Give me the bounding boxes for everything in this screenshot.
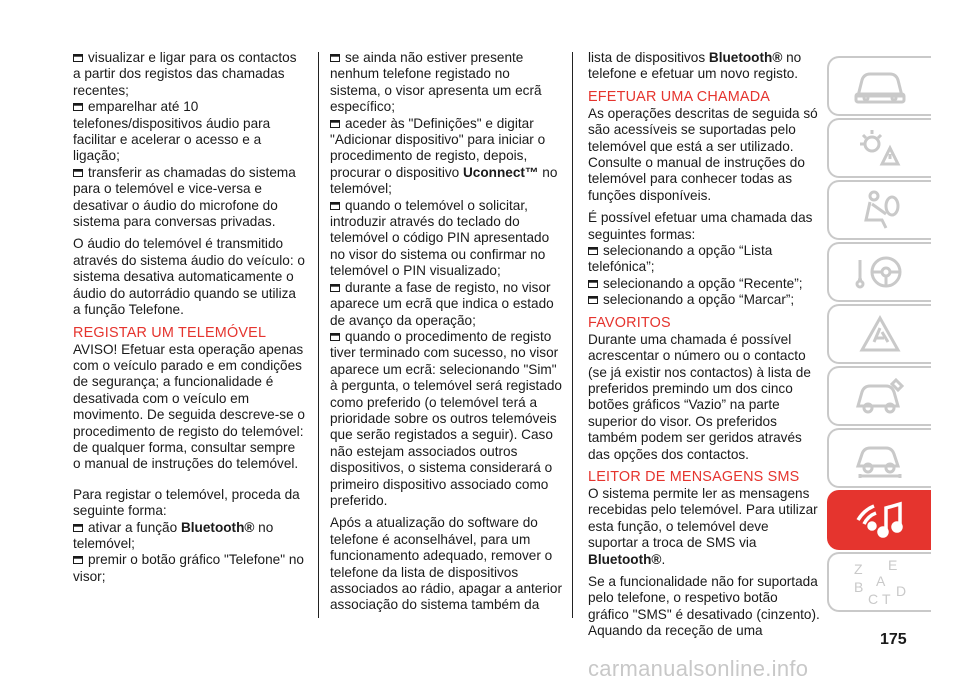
list-item — [330, 50, 562, 66]
bluetooth-term: Bluetooth® — [180, 519, 255, 535]
list-item — [73, 552, 305, 568]
paragraph-text: . — [661, 551, 666, 567]
section-heading: REGISTAR UM TELEMÓVEL — [73, 324, 267, 341]
tab-warning-lights[interactable] — [827, 118, 931, 178]
bullet-icon — [588, 296, 598, 304]
list-item-text: no telemóvel; — [330, 164, 558, 197]
list-item-text: premir o botão gráfico "Telefone" no — [88, 552, 304, 568]
watermark: carmanualsonline.info — [588, 656, 809, 681]
chapter-tabs — [827, 56, 933, 614]
paragraph: É possível efetuar uma chamada das seguintes formas: — [588, 210, 813, 242]
bullet-icon — [73, 103, 83, 111]
svg-text:B: B — [854, 579, 864, 595]
page-number: 175 — [880, 631, 907, 648]
list-item-text: aceder às "Definições" e digitar — [345, 115, 534, 131]
list-item — [588, 243, 820, 259]
list-item-text: selecionando a opção “Recente”; — [603, 275, 803, 291]
list-item-continuation — [330, 132, 562, 198]
text-column-3 — [588, 50, 820, 640]
list-item-continuation: para o telemóvel e vice-versa e desativar o áudio do microfone do sistema para conversas privadas. — [73, 181, 278, 230]
text-column-1 — [73, 50, 305, 585]
bluetooth-term: Bluetooth® — [708, 50, 783, 65]
car-specs-icon — [852, 436, 908, 480]
list-item-continuation: nenhum telefone registado no sistema, o visor apresenta um ecrã específico; — [330, 66, 542, 115]
uconnect-term: Uconnect™ — [462, 164, 539, 180]
svg-text:A: A — [876, 573, 886, 589]
list-item-continuation: introduzir através do teclado do telemóvel o código PIN apresentado no visor do sistema ou confirmar no telemóvel o PIN visualizado; — [330, 214, 550, 279]
svg-text:E: E — [888, 558, 898, 573]
list-item — [73, 165, 305, 181]
seat-airbag-icon — [852, 188, 908, 232]
section-heading: FAVORITOS — [588, 314, 671, 331]
road-warning-icon — [852, 312, 908, 356]
bullet-icon — [588, 280, 598, 288]
bullet-icon — [73, 54, 83, 62]
paragraph: Durante uma chamada é possível acrescentar o número ou o contacto (se já existir nos contactos) à lista de preferidos premindo um dos cinco botões gráficos “Vazio” na parte superior do visor. Os preferidos também podem ser geridos através das opções dos contactos. — [588, 331, 811, 462]
multimedia-icon — [850, 496, 910, 544]
column-divider — [572, 52, 573, 618]
list-item — [73, 50, 305, 66]
bullet-icon — [588, 247, 598, 255]
list-item-text: visualizar e ligar para os contactos — [88, 50, 297, 65]
tab-road-warning[interactable] — [827, 304, 931, 364]
bullet-icon — [73, 524, 83, 532]
tab-index[interactable] — [827, 552, 931, 612]
section-heading: EFETUAR UMA CHAMADA — [588, 88, 771, 105]
list-item — [330, 329, 562, 345]
text-column-2 — [330, 50, 562, 614]
list-item-text: transferir as chamadas do sistema — [88, 164, 296, 180]
bullet-icon — [330, 120, 340, 128]
list-item — [588, 292, 820, 308]
list-item — [330, 280, 562, 296]
svg-text:D: D — [896, 583, 907, 599]
car-service-icon — [852, 374, 908, 418]
list-item-continuation: telefónica”; — [588, 259, 655, 275]
list-item-text: selecionando a opção “Marcar”; — [603, 292, 795, 308]
paragraph: AVISO! Efetuar esta operação apenas com o veículo parado e em condições de segurança; a funcionalidade é desativada com o veículo em movimento. De seguida descreve-se o procedimento de registo do telemóvel: de qualquer forma, consultar sempre o manual de instruções do telemóvel. — [73, 341, 305, 472]
car-dashboard-icon — [852, 66, 908, 106]
steering-key-icon — [852, 250, 908, 294]
list-item-text: selecionando a opção “Lista — [603, 243, 773, 259]
list-item-continuation: aparece um ecrã que indica o estado de avanço da operação; — [330, 296, 554, 328]
paragraph: Para registar o telemóvel, proceda da seguinte forma: — [73, 486, 300, 519]
tab-car-service[interactable] — [827, 366, 931, 426]
list-item — [73, 520, 305, 536]
list-item — [330, 198, 562, 214]
bullet-icon — [330, 202, 340, 210]
list-item-text: quando o procedimento de registo — [345, 328, 552, 344]
paragraph: O áudio do telemóvel é transmitido através do sistema áudio do veículo: o sistema desativa automaticamente o áudio do autorrádio quando se utiliza a função Telefone. — [73, 236, 305, 318]
warning-lights-icon — [852, 126, 908, 170]
list-item — [588, 276, 820, 292]
paragraph — [588, 486, 820, 568]
bullet-icon — [330, 54, 340, 62]
list-item-text: quando o telemóvel o solicitar, — [345, 197, 528, 213]
list-item-text: emparelhar até 10 — [88, 99, 199, 115]
list-item — [73, 99, 305, 115]
paragraph-text: O sistema permite ler as mensagens recebidas pelo telemóvel. Para utilizar esta função, o telemóvel deve suportar a troca de SMS via — [588, 485, 818, 551]
bullet-icon — [330, 284, 340, 292]
list-item-continuation: a partir dos registos das chamadas recentes; — [73, 66, 285, 98]
paragraph-text: no telefone e efetuar um novo registo. — [588, 50, 802, 82]
list-item-text: ativar a função — [88, 519, 181, 535]
svg-text:Z: Z — [854, 561, 863, 577]
svg-text:C: C — [868, 591, 879, 606]
list-item-text: no — [254, 519, 274, 535]
paragraph-text: lista de dispositivos — [588, 50, 709, 65]
list-item-text: durante a fase de registo, no visor — [345, 279, 551, 295]
paragraph — [588, 50, 820, 83]
list-item-text: "Adicionar dispositivo" para iniciar o procedimento de registo, depois, procurar o dispositivo — [330, 132, 546, 180]
list-item-continuation: visor; — [73, 568, 106, 584]
list-item-text: se ainda não estiver presente — [345, 50, 524, 65]
bullet-icon — [73, 169, 83, 177]
list-item — [330, 116, 562, 132]
svg-text:T: T — [882, 591, 891, 606]
tab-steering-key[interactable] — [827, 242, 931, 302]
bullet-icon — [73, 556, 83, 564]
list-item-continuation: tiver terminado com sucesso, no visor aparece um ecrã: selecionando "Sim" à pergunta, o telemóvel será registado como preferido (o telemóvel terá a prioridade sobre os outros telemóveis que serão registados a seguir). Caso não estejam associados outros dispositivos, o sistema considerará o primeiro dispositivo associado como preferido. — [330, 345, 562, 508]
list-item-continuation: telemóvel; — [73, 535, 135, 551]
tab-car-specs[interactable] — [827, 428, 931, 488]
section-heading: LEITOR DE MENSAGENS SMS — [588, 468, 800, 485]
list-item-continuation: telefones/dispositivos áudio para facilitar e acelerar o acesso e a ligação; — [73, 115, 271, 164]
column-divider — [318, 52, 319, 618]
paragraph: Após a atualização do software do telefone é aconselhável, para um funcionamento adequado, remover o telefone da lista de dispositivos associados ao rádio, apagar a anterior associação do sistema também da — [330, 515, 562, 613]
tab-seat-airbag[interactable] — [827, 180, 931, 240]
bluetooth-term: Bluetooth® — [588, 551, 662, 567]
tab-car-dashboard[interactable] — [827, 56, 931, 116]
index-letters-icon — [848, 558, 912, 606]
tab-multimedia[interactable] — [827, 490, 931, 550]
paragraph: Se a funcionalidade não for suportada pelo telefone, o respetivo botão gráfico "SMS" é desativado (cinzento). Aquando da receção de uma — [588, 573, 820, 639]
paragraph: As operações descritas de seguida só são acessíveis se suportadas pelo telemóvel que está a ser utilizado. Consulte o manual de instruções do telemóvel para conhecer todas as funções disponíveis. — [588, 105, 818, 203]
bullet-icon — [330, 333, 340, 341]
